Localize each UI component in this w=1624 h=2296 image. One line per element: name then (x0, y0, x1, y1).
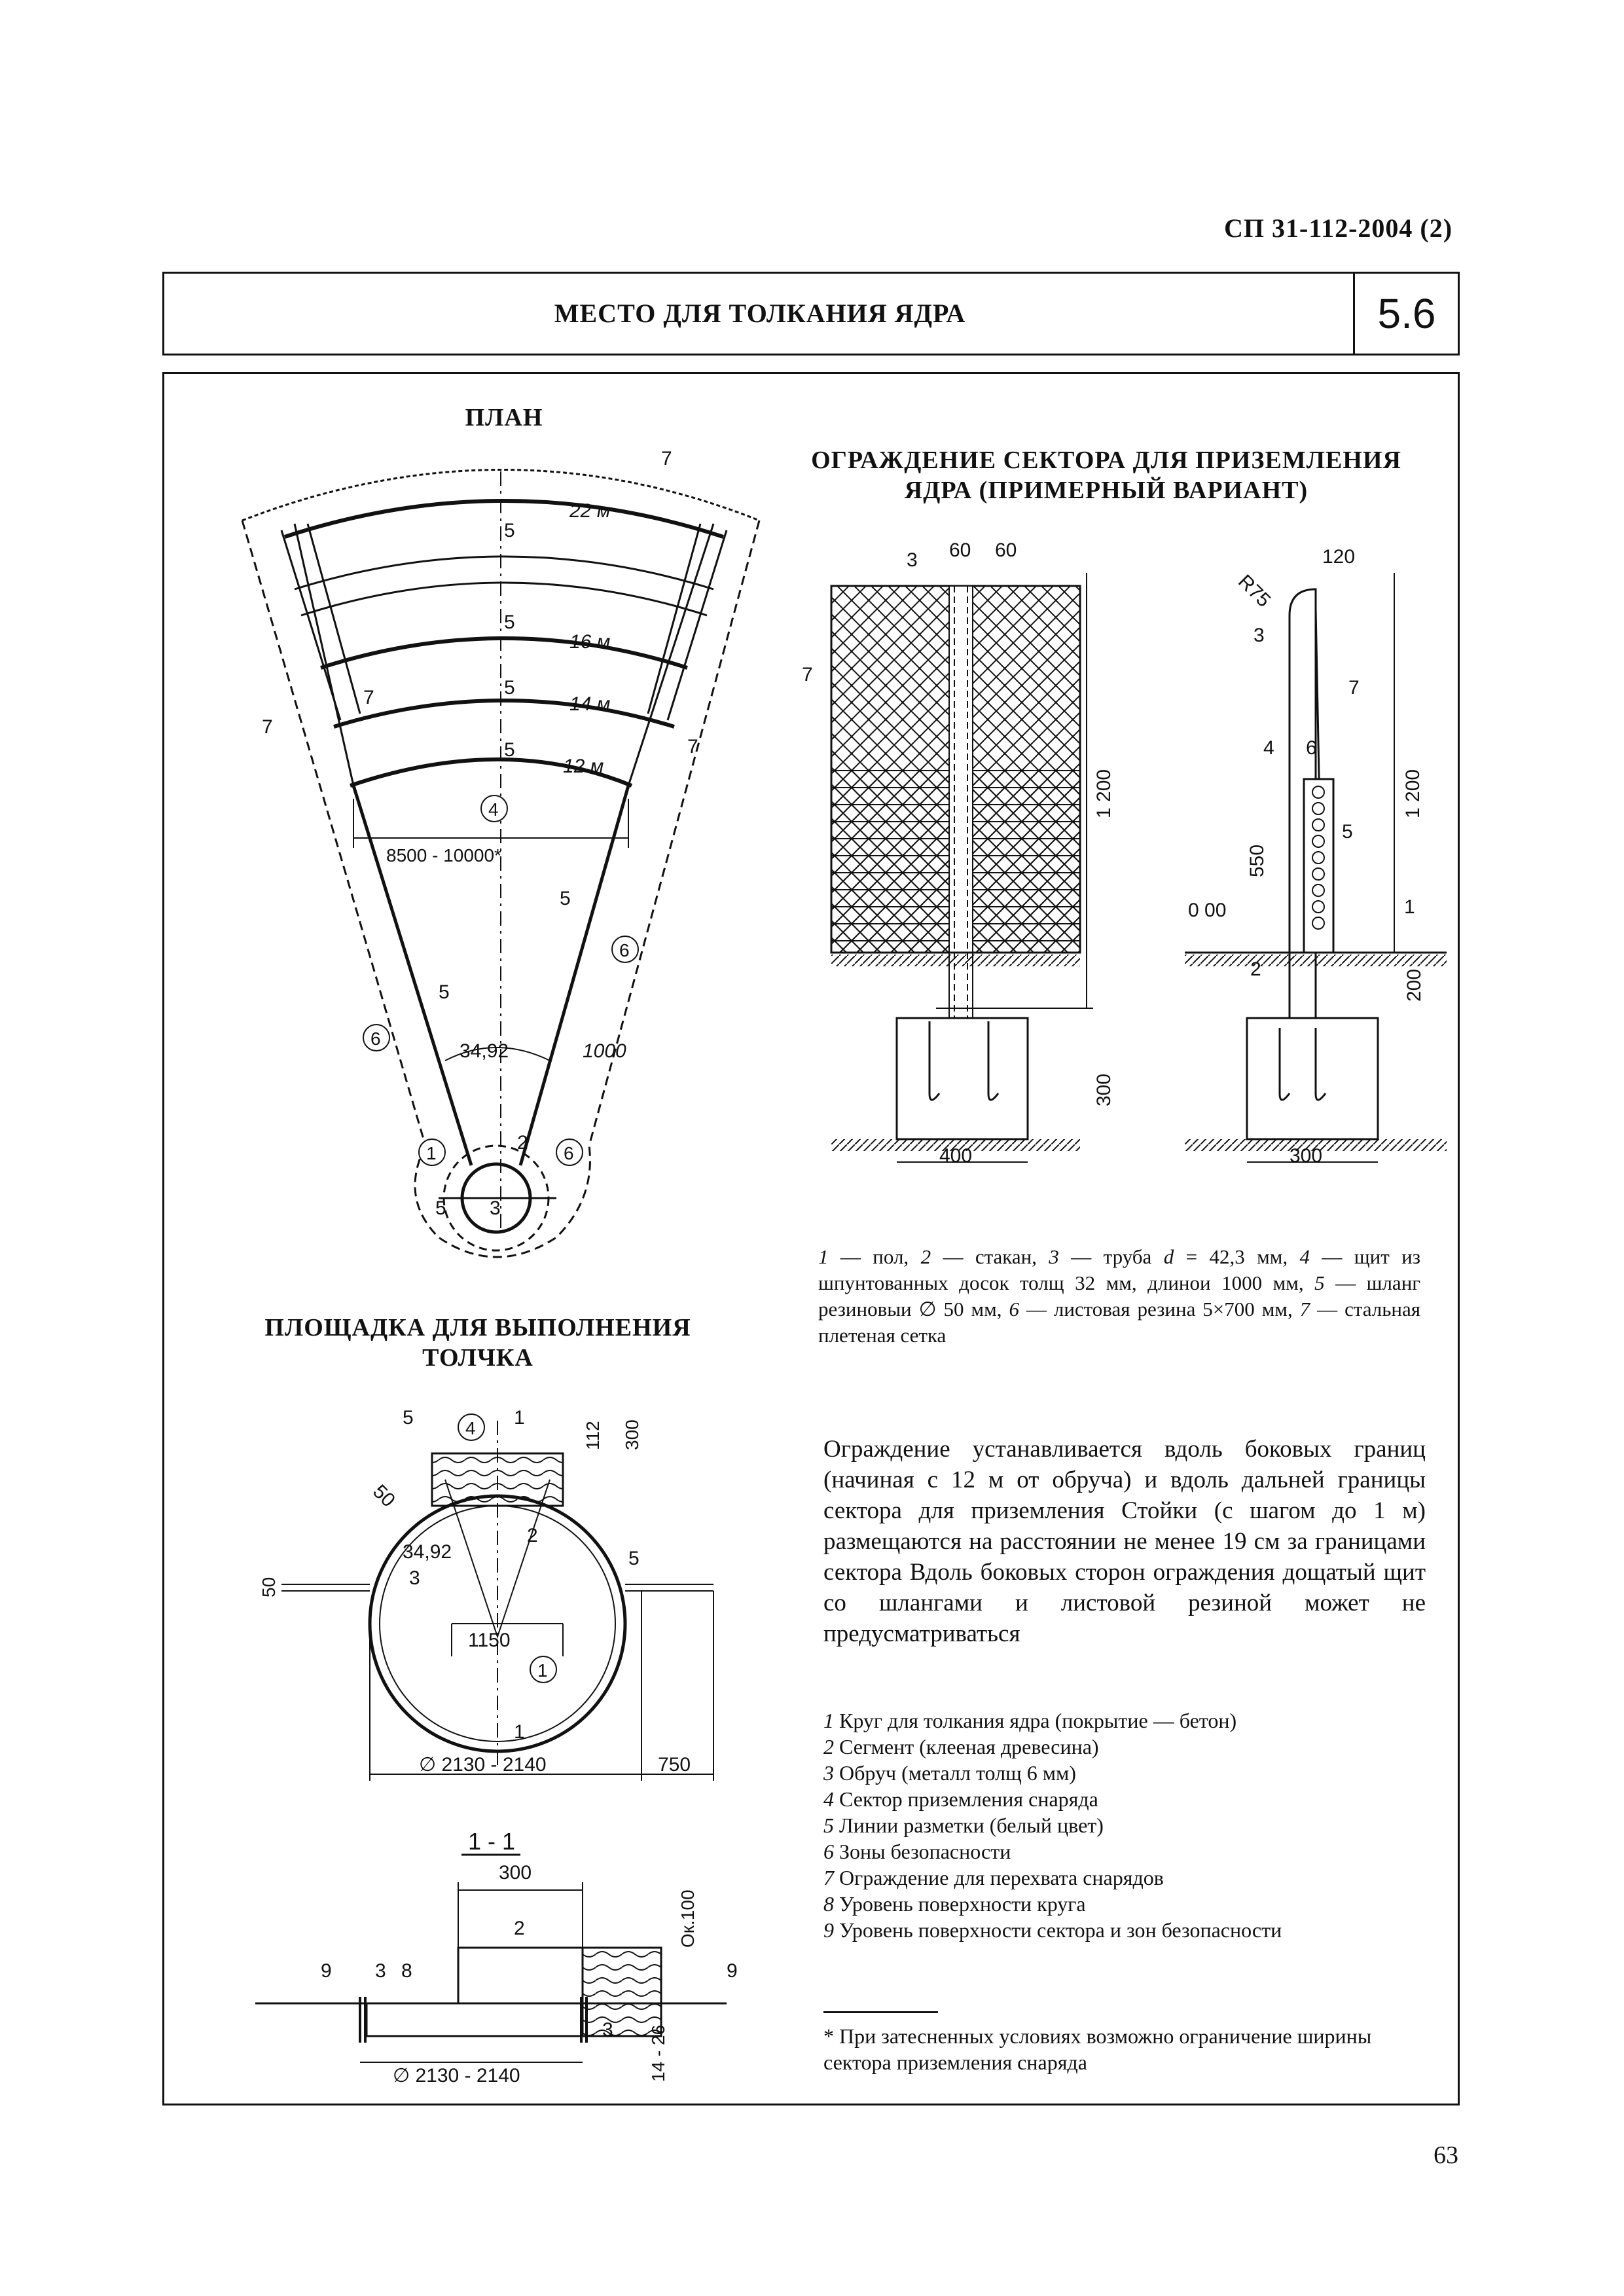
side-radius: R75 (1234, 570, 1275, 611)
side-callout-6: 6 (1306, 737, 1317, 759)
section-callout-3-left: 3 (375, 1960, 386, 1982)
platform-dim-300: 300 (622, 1419, 642, 1450)
fence-depth-300: 300 (1093, 1073, 1115, 1106)
platform-drawing (255, 1388, 727, 1787)
section-heading: 1 - 1 (468, 1828, 516, 1855)
plan-callout-6-left: 6 (370, 1029, 381, 1049)
platform-dim-1150: 1150 (468, 1630, 511, 1651)
document-code: СП 31-112-2004 (2) (1224, 213, 1453, 243)
side-height-1200: 1 200 (1402, 769, 1424, 818)
side-callout-4: 4 (1263, 737, 1274, 759)
section-callout-9-right: 9 (727, 1960, 738, 1982)
platform-heading (249, 1313, 707, 1373)
description-text: Ограждение устанавливается вдоль боковых границ (начиная с 12 м от обруча) и вдоль дальней границы сектора для приземления Стойки (с шагом до 1 м) размещаются на расстоянии не менее 19 см за границами сектора Вдоль боковых сторон ограждения дощатый щит со шлангами и листовой резиной может не предусматриваться (823, 1436, 1426, 1647)
plan-callout-7-inner: 7 (363, 687, 374, 708)
fence-heading (785, 445, 1427, 505)
legend-item: 7 Ограждение для перехвата снарядов (823, 1866, 1164, 1889)
platform-callout-4: 4 (465, 1418, 476, 1438)
legend-item: 1 Круг для толкания ядра (покрытие — бетон) (823, 1709, 1237, 1732)
plan-callout-5d: 5 (504, 739, 515, 761)
fence-legend: 1 — пол, 2 — стакан, 3 — труба d = 42,3 мм, 4 — щит из шпунтованных досок толщ 32 мм, длинои 1000 мм, 5 — шланг резиновыи ∅ 50 мм, 6 — листовая резина 5×700 мм, 7 — стальная плетеная сетка (818, 1245, 1421, 1347)
platform-callout-1: 1 (537, 1660, 548, 1681)
side-callout-3: 3 (1254, 625, 1265, 646)
section-drawing (255, 1817, 766, 2085)
plan-callout-7-right: 7 (687, 736, 698, 757)
footnote: * При затесненных условиях возможно ограничение ширины сектора приземления снаряда (823, 2024, 1372, 2074)
legend-item: 8 Уровень поверхности круга (823, 1892, 1086, 1916)
legend-item: 6 Зоны безопасности (823, 1840, 1011, 1863)
title-separator (1353, 274, 1355, 354)
side-depth-200: 200 (1403, 968, 1425, 1002)
plan-angle: 34,92 (460, 1040, 509, 1062)
footnote-rule (823, 2011, 938, 2013)
plan-callout-7-top: 7 (661, 448, 672, 469)
section-ok100: Ок.100 (677, 1889, 698, 1948)
side-width-300: 300 (1290, 1145, 1323, 1167)
plan-callout-5f: 5 (439, 981, 450, 1003)
plan-callout-7-left: 7 (262, 716, 273, 738)
platform-heading-line1: ПЛОЩАДКА ДЛЯ ВЫПОЛНЕНИЯ (264, 1314, 691, 1341)
plan-callout-5g: 5 (435, 1197, 446, 1219)
fence-drawing (792, 524, 1447, 1172)
title-block (162, 272, 1460, 355)
section-depth: 14 - 26 (648, 2024, 668, 2082)
sheet-number: 5.6 (1377, 290, 1436, 337)
plan-heading: ПЛАН (465, 404, 543, 431)
platform-heading-line2: ТОЛЧКА (422, 1344, 533, 1372)
platform-callout-2: 2 (527, 1525, 538, 1546)
platform-dim-112: 112 (583, 1421, 603, 1450)
fence-dim-60a: 60 (949, 539, 971, 561)
plan-callout-5b: 5 (504, 611, 515, 633)
platform-angle: 34,92 (403, 1541, 452, 1563)
legend-item: 3 Обруч (металл толщ 6 мм) (823, 1761, 1076, 1785)
platform-callout-5a: 5 (403, 1407, 414, 1429)
section-callout-3-right: 3 (602, 2019, 613, 2041)
plan-callout-5a: 5 (504, 520, 515, 541)
platform-dim-750: 750 (658, 1754, 691, 1776)
fence-width-400: 400 (939, 1145, 973, 1167)
page-number: 63 (1434, 2141, 1458, 2169)
legend-item: 4 Сектор приземления снаряда (823, 1787, 1098, 1811)
plan-callout-6-right: 6 (619, 940, 630, 960)
side-height-550: 550 (1246, 844, 1268, 877)
sheet-title: МЕСТО ДЛЯ ТОЛКАНИЯ ЯДРА (554, 299, 966, 328)
platform-diameter: ∅ 2130 - 2140 (419, 1754, 547, 1776)
side-dim-120: 120 (1322, 546, 1356, 568)
plan-callout-3: 3 (490, 1197, 501, 1219)
section-callout-8: 8 (401, 1960, 412, 1982)
plan-callout-4: 4 (488, 799, 499, 820)
label-12m: 12 м (563, 756, 604, 777)
side-callout-2: 2 (1250, 958, 1261, 980)
platform-cut-top: 1 (514, 1407, 525, 1429)
label-22m: 22 м (569, 500, 611, 522)
side-level: 0 00 (1188, 900, 1227, 921)
plan-offset-1000: 1000 (583, 1040, 626, 1062)
section-diameter: ∅ 2130 - 2140 (393, 2065, 520, 2085)
label-14m: 14 м (569, 693, 611, 715)
legend-item: 5 Линии разметки (белый цвет) (823, 1813, 1104, 1837)
plan-callout-1: 1 (426, 1143, 437, 1163)
fence-heading-line1: ОГРАЖДЕНИЕ СЕКТОРА ДЛЯ ПРИЗЕМЛЕНИЯ (811, 446, 1401, 474)
side-callout-7: 7 (1348, 677, 1360, 699)
plan-callout-6-bottom: 6 (564, 1143, 574, 1163)
plan-callout-5c: 5 (504, 677, 515, 699)
label-16m: 16 м (569, 631, 611, 653)
plan-width-dimension: 8500 - 10000* (386, 845, 501, 866)
platform-callout-5b: 5 (628, 1548, 640, 1569)
fence-dim-60b: 60 (995, 539, 1017, 561)
platform-dim-50a: 50 (369, 1480, 399, 1512)
section-callout-9-left: 9 (321, 1960, 332, 1982)
legend-list (823, 1707, 1426, 1943)
plan-callout-2: 2 (517, 1132, 528, 1154)
fence-height-1200: 1 200 (1093, 769, 1115, 818)
fence-heading-line2: ЯДРА (ПРИМЕРНЫЙ ВАРИАНТ) (904, 477, 1308, 504)
platform-dim-50b: 50 (259, 1576, 279, 1597)
plan-callout-5e: 5 (560, 888, 571, 909)
platform-callout-3: 3 (409, 1567, 420, 1589)
legend-item: 2 Сегмент (клееная древесина) (823, 1735, 1099, 1758)
plan-drawing (229, 445, 785, 1290)
legend-item: 9 Уровень поверхности сектора и зон безопасности (823, 1918, 1282, 1942)
side-callout-5: 5 (1342, 821, 1353, 843)
fence-callout-3: 3 (907, 549, 918, 571)
side-callout-1: 1 (1404, 896, 1415, 918)
section-dim-300: 300 (499, 1862, 532, 1884)
section-callout-2: 2 (514, 1918, 525, 1939)
fence-callout-7: 7 (802, 664, 813, 685)
platform-cut-bottom: 1 (514, 1721, 525, 1743)
